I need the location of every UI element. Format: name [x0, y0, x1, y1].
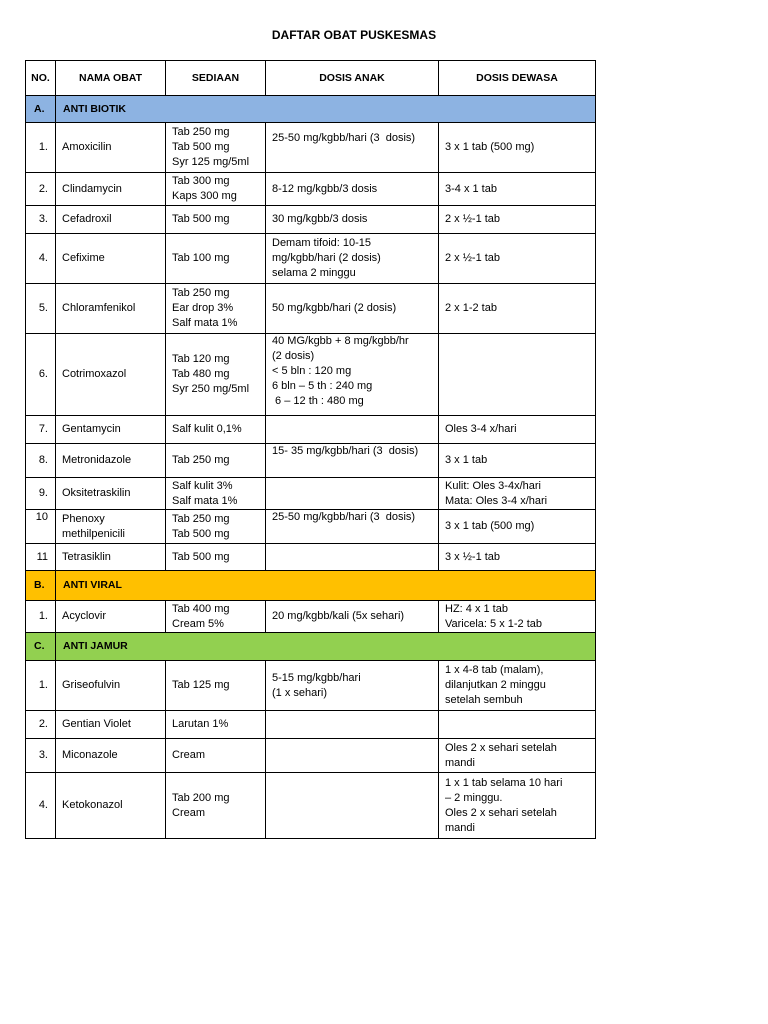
dosis-dewasa-line: Oles 2 x sehari setelah [445, 806, 557, 819]
dosis-anak-line: 30 mg/kgbb/3 dosis [272, 213, 368, 225]
sediaan-line: Tab 500 mg [172, 213, 230, 225]
dosis-dewasa-line: setelah sembuh [445, 694, 523, 706]
dosis-anak-line: 20 mg/kgbb/kali (5x sehari) [272, 610, 405, 622]
table-cell-nama-obat [56, 478, 166, 510]
dosis-anak-line: Demam tifoid: 10-15 [272, 237, 372, 249]
header-nama-obat: NAMA OBAT [56, 61, 166, 96]
nama-obat-line: Ketokonazol [62, 799, 123, 811]
sediaan-line: Tab 500 mg [172, 550, 230, 563]
sediaan-line: Tab 250 mg [172, 454, 230, 466]
table-row [26, 334, 596, 416]
table-cell-no: 9. [26, 478, 56, 510]
table-cell-dosis-dewasa [439, 173, 596, 206]
nama-obat-line: Miconazole [62, 749, 118, 761]
table-cell-dosis-anak [266, 773, 439, 839]
section-code: C. [26, 633, 56, 661]
table-cell-nama-obat [56, 416, 166, 444]
table-cell-no: 1. [26, 601, 56, 633]
sediaan-line: Salf kulit 0,1% [172, 423, 242, 435]
sediaan-line: Larutan 1% [172, 718, 229, 730]
table-cell-no: 1. [26, 123, 56, 173]
table-cell-sediaan [166, 206, 266, 234]
dosis-dewasa-line: Oles 2 x sehari setelah [445, 741, 557, 754]
dosis-dewasa-line: 2 x 1-2 tab [445, 302, 497, 314]
sediaan-line: Tab 480 mg [172, 368, 230, 380]
table-cell-nama-obat [56, 444, 166, 478]
nama-obat-line: Griseofulvin [62, 679, 121, 691]
nama-obat-line: Phenoxy [62, 512, 105, 525]
table-cell-nama-obat [56, 334, 166, 416]
table-row [26, 123, 596, 173]
table-cell-nama-obat [56, 661, 166, 711]
sediaan-line: Salf mata 1% [172, 494, 238, 507]
sediaan-line: Tab 250 mg [172, 126, 230, 138]
table-cell-no: 4. [26, 234, 56, 284]
table-cell-sediaan [166, 711, 266, 739]
sediaan-line: Tab 200 mg [172, 791, 230, 804]
sediaan-line: Salf kulit 3% [172, 479, 233, 492]
table-cell-nama-obat [56, 510, 166, 544]
dosis-anak-line: mg/kgbb/hari (2 dosis) [272, 252, 381, 264]
table-cell-dosis-anak [266, 444, 439, 478]
table-cell-sediaan [166, 416, 266, 444]
sediaan-line: Tab 125 mg [172, 679, 230, 691]
table-cell-no: 10 [26, 510, 56, 544]
table-cell-dosis-dewasa [439, 234, 596, 284]
section-code: B. [26, 571, 56, 601]
table-cell-dosis-anak [266, 601, 439, 633]
table-cell-sediaan [166, 739, 266, 773]
table-cell-dosis-anak [266, 234, 439, 284]
dosis-dewasa-line: 3 x 1 tab [445, 454, 488, 466]
table-cell-nama-obat [56, 601, 166, 633]
table-cell-dosis-dewasa [439, 739, 596, 773]
table-cell-sediaan [166, 123, 266, 173]
dosis-anak-line: 40 MG/kgbb + 8 mg/kgbb/hr [272, 335, 409, 347]
table-row [26, 416, 596, 444]
dosis-dewasa-line: Varicela: 5 x 1-2 tab [445, 617, 543, 630]
sediaan-line: Tab 250 mg [172, 287, 230, 299]
dosis-anak-line: 25-50 mg/kgbb/hari (3 dosis) [272, 511, 416, 523]
table-cell-sediaan [166, 334, 266, 416]
dosis-anak-line: 25-50 mg/kgbb/hari (3 dosis) [272, 132, 416, 144]
section-name: ANTI VIRAL [56, 571, 596, 601]
table-cell-dosis-anak [266, 661, 439, 711]
table-row [26, 284, 596, 334]
dosis-dewasa-line: 3-4 x 1 tab [445, 182, 497, 195]
table-cell-no: 4. [26, 773, 56, 839]
sediaan-line: Cream [172, 806, 206, 819]
sediaan-line: Tab 400 mg [172, 602, 230, 615]
table-cell-sediaan [166, 478, 266, 510]
table-cell-dosis-dewasa [439, 773, 596, 839]
nama-obat-line: methilpenicili [62, 527, 125, 540]
table-row [26, 661, 596, 711]
dosis-dewasa-line: mandi [445, 821, 475, 834]
table-cell-sediaan [166, 284, 266, 334]
table-cell-nama-obat [56, 711, 166, 739]
table-cell-dosis-dewasa [439, 206, 596, 234]
header-no: NO. [26, 61, 56, 96]
dosis-dewasa-line: 3 x 1 tab (500 mg) [445, 520, 535, 532]
table-cell-dosis-anak [266, 478, 439, 510]
table-cell-no: 3. [26, 739, 56, 773]
header-dosis-dewasa: DOSIS DEWASA [439, 61, 596, 96]
table-cell-dosis-dewasa [439, 416, 596, 444]
table-header-row [26, 61, 596, 96]
table-cell-dosis-dewasa [439, 284, 596, 334]
table-row [26, 444, 596, 478]
table-cell-sediaan [166, 601, 266, 633]
nama-obat-line: Gentamycin [62, 423, 121, 435]
table-cell-dosis-anak [266, 284, 439, 334]
table-cell-sediaan [166, 544, 266, 571]
sediaan-line: Tab 500 mg [172, 141, 230, 153]
table-cell-sediaan [166, 661, 266, 711]
header-dosis-anak: DOSIS ANAK [266, 61, 439, 96]
table-cell-sediaan [166, 444, 266, 478]
table-cell-no: 7. [26, 416, 56, 444]
nama-obat-line: Gentian Violet [62, 718, 131, 730]
table-cell-dosis-anak [266, 544, 439, 571]
header-sediaan: SEDIAAN [166, 61, 266, 96]
dosis-dewasa-line: 1 x 1 tab selama 10 hari [445, 776, 563, 789]
table-cell-nama-obat [56, 234, 166, 284]
section-row-anti-biotik [26, 96, 596, 123]
table-cell-dosis-anak [266, 123, 439, 173]
table-cell-no: 5. [26, 284, 56, 334]
table-cell-dosis-anak [266, 206, 439, 234]
table-cell-dosis-anak [266, 416, 439, 444]
table-cell-sediaan [166, 773, 266, 839]
table-row [26, 711, 596, 739]
table-row [26, 234, 596, 284]
sediaan-line: Tab 500 mg [172, 527, 230, 540]
dosis-anak-line: selama 2 minggu [272, 267, 356, 279]
table-cell-no: 1. [26, 661, 56, 711]
table-cell-dosis-anak [266, 739, 439, 773]
table-cell-dosis-dewasa [439, 601, 596, 633]
table-row [26, 739, 596, 773]
dosis-dewasa-line: Mata: Oles 3-4 x/hari [445, 494, 548, 507]
dosis-anak-line: 6 bln – 5 th : 240 mg [272, 380, 373, 392]
nama-obat-line: Oksitetraskilin [62, 487, 131, 499]
table-cell-dosis-dewasa [439, 544, 596, 571]
section-row-anti-jamur [26, 633, 596, 661]
section-row-anti-viral [26, 571, 596, 601]
table-cell-no: 2. [26, 173, 56, 206]
table-cell-dosis-anak [266, 173, 439, 206]
nama-obat-line: Cotrimoxazol [62, 368, 127, 380]
table-cell-nama-obat [56, 173, 166, 206]
dosis-anak-line: 15- 35 mg/kgbb/hari (3 dosis) [272, 445, 419, 457]
dosis-anak-line: < 5 bln : 120 mg [272, 365, 352, 377]
dosis-dewasa-line: 3 x ½-1 tab [445, 550, 501, 563]
sediaan-line: Tab 250 mg [172, 512, 230, 525]
table-cell-nama-obat [56, 123, 166, 173]
table-cell-nama-obat [56, 544, 166, 571]
nama-obat-line: Cefadroxil [62, 213, 112, 225]
sediaan-line: Cream [172, 749, 206, 761]
dosis-dewasa-line: Oles 3-4 x/hari [445, 423, 517, 435]
table-cell-sediaan [166, 234, 266, 284]
section-name: ANTI JAMUR [56, 633, 596, 661]
table-cell-dosis-anak [266, 510, 439, 544]
table-cell-dosis-dewasa [439, 478, 596, 510]
nama-obat-line: Chloramfenikol [62, 302, 136, 314]
table-cell-dosis-anak [266, 711, 439, 739]
dosis-dewasa-line: dilanjutkan 2 minggu [445, 679, 546, 691]
table-cell-sediaan [166, 173, 266, 206]
table-cell-nama-obat [56, 206, 166, 234]
table-cell-dosis-dewasa [439, 711, 596, 739]
table-cell-dosis-anak [266, 334, 439, 416]
nama-obat-line: Acyclovir [62, 610, 107, 622]
table-cell-dosis-dewasa [439, 510, 596, 544]
table-cell-nama-obat [56, 284, 166, 334]
table-cell-no: 3. [26, 206, 56, 234]
dosis-anak-line: 5-15 mg/kgbb/hari [272, 671, 361, 684]
dosis-dewasa-line: mandi [445, 756, 475, 769]
dosis-anak-line: (1 x sehari) [272, 686, 328, 699]
page-title: DAFTAR OBAT PUSKESMAS [271, 28, 437, 42]
table-cell-dosis-dewasa [439, 123, 596, 173]
nama-obat-line: Cefixime [62, 252, 105, 264]
sediaan-line: Salf mata 1% [172, 317, 238, 329]
nama-obat-line: Clindamycin [62, 182, 122, 195]
dosis-anak-line: 6 – 12 th : 480 mg [272, 395, 364, 407]
table-row [26, 773, 596, 839]
table-cell-nama-obat [56, 739, 166, 773]
table-row [26, 173, 596, 206]
table-row [26, 510, 596, 544]
table-cell-dosis-dewasa [439, 334, 596, 416]
dosis-dewasa-line: Kulit: Oles 3-4x/hari [445, 479, 541, 492]
table-row [26, 206, 596, 234]
sediaan-line: Tab 120 mg [172, 353, 230, 365]
table-row [26, 601, 596, 633]
table-cell-no: 6. [26, 334, 56, 416]
section-code: A. [26, 96, 56, 123]
dosis-anak-line: (2 dosis) [272, 350, 315, 362]
dosis-dewasa-line: 3 x 1 tab (500 mg) [445, 141, 535, 153]
table-cell-no: 11 [26, 544, 56, 571]
table-cell-no: 8. [26, 444, 56, 478]
table-cell-nama-obat [56, 773, 166, 839]
dosis-anak-line: 8-12 mg/kgbb/3 dosis [272, 182, 378, 195]
sediaan-line: Ear drop 3% [172, 302, 234, 314]
nama-obat-line: Amoxicilin [62, 141, 112, 153]
table-row [26, 478, 596, 510]
dosis-anak-line: 50 mg/kgbb/hari (2 dosis) [272, 302, 397, 314]
table-row [26, 544, 596, 571]
dosis-dewasa-line: 2 x ½-1 tab [445, 213, 501, 225]
nama-obat-line: Metronidazole [62, 454, 132, 466]
sediaan-line: Cream 5% [172, 617, 224, 630]
table-cell-sediaan [166, 510, 266, 544]
dosis-dewasa-line: 2 x ½-1 tab [445, 252, 501, 264]
sediaan-line: Syr 250 mg/5ml [172, 383, 250, 395]
section-name: ANTI BIOTIK [56, 96, 596, 123]
table-cell-dosis-dewasa [439, 444, 596, 478]
nama-obat-line: Tetrasiklin [62, 550, 111, 563]
sediaan-line: Kaps 300 mg [172, 190, 237, 202]
sediaan-line: Tab 300 mg [172, 175, 230, 187]
table-cell-no: 2. [26, 711, 56, 739]
table-cell-dosis-dewasa [439, 661, 596, 711]
sediaan-line: Tab 100 mg [172, 252, 230, 264]
sediaan-line: Syr 125 mg/5ml [172, 156, 250, 168]
dosis-dewasa-line: 1 x 4-8 tab (malam), [445, 664, 544, 676]
drug-table [25, 60, 596, 839]
dosis-dewasa-line: – 2 minggu. [445, 791, 503, 804]
dosis-dewasa-line: HZ: 4 x 1 tab [445, 602, 508, 615]
